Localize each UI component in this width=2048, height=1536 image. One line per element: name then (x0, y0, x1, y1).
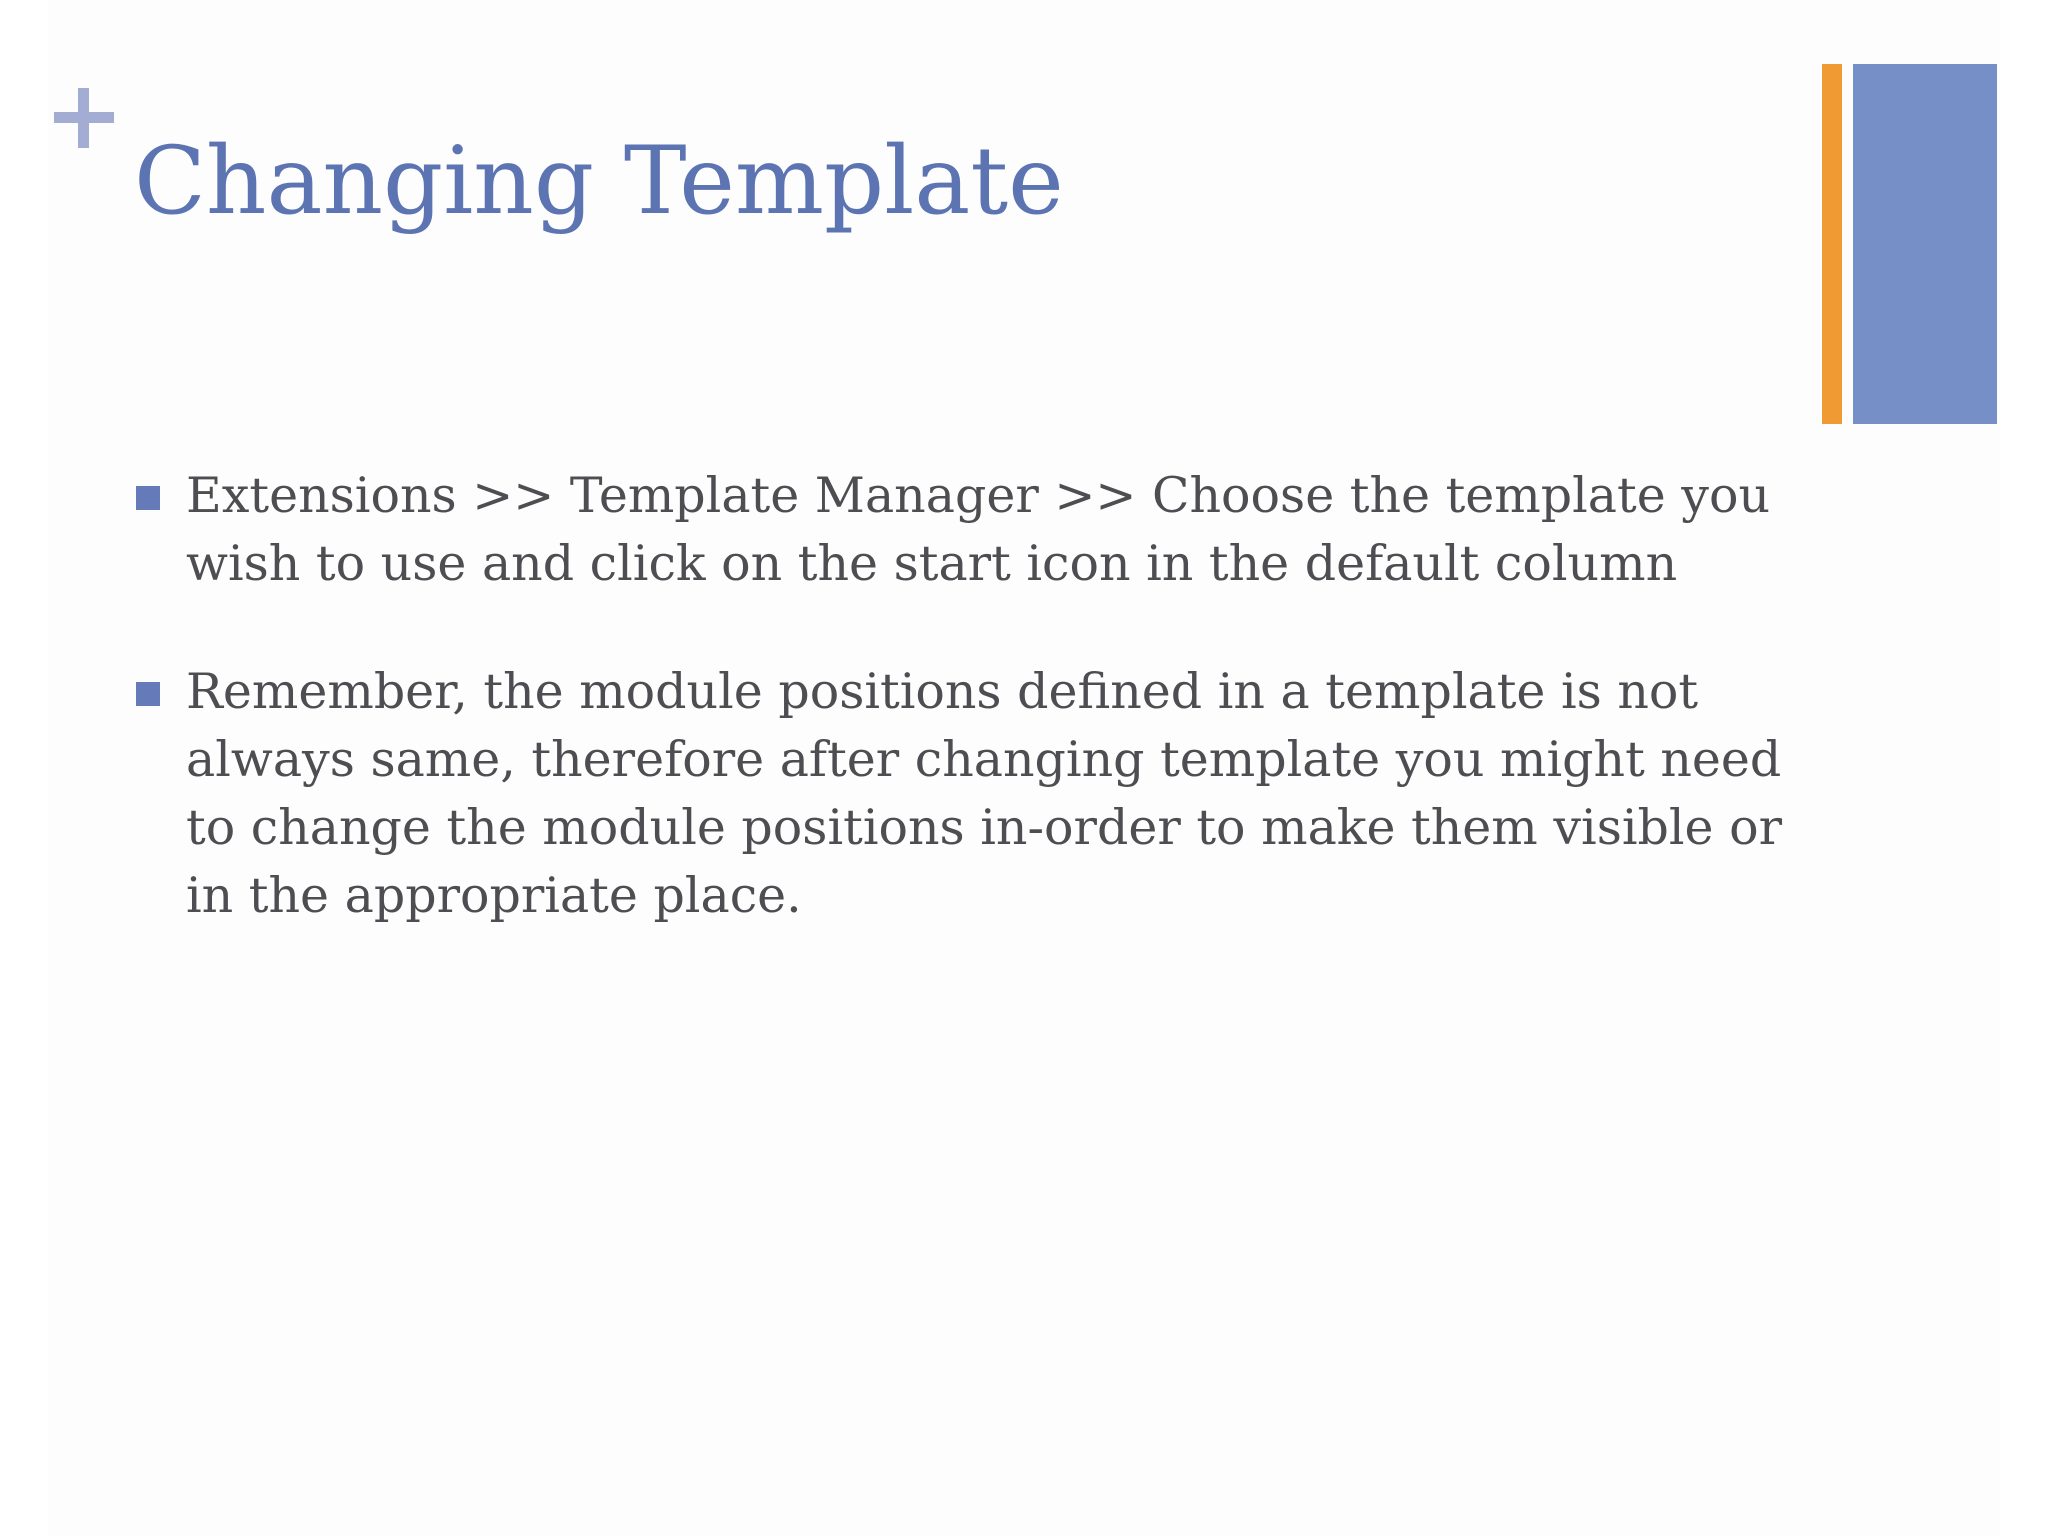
square-bullet-icon (136, 486, 160, 510)
slide-title: Changing Template (134, 127, 1064, 236)
bullet-item (136, 658, 1836, 930)
plus-icon-vertical-bar (78, 88, 89, 148)
accent-bar-orange (1822, 64, 1842, 424)
bullet-text: Remember, the module positions defined in a template is not always same, therefore after changing template you might need to change the module positions in-order to make them visible or in the appropriate place. (186, 663, 1783, 924)
accent-bar-blue (1853, 64, 1997, 424)
plus-icon (54, 88, 114, 148)
bullet-item (136, 462, 1836, 598)
bullet-text: Extensions >> Template Manager >> Choose the template you wish to use and click on the start icon in the default column (186, 467, 1771, 592)
bullet-list (136, 462, 1836, 990)
square-bullet-icon (136, 682, 160, 706)
